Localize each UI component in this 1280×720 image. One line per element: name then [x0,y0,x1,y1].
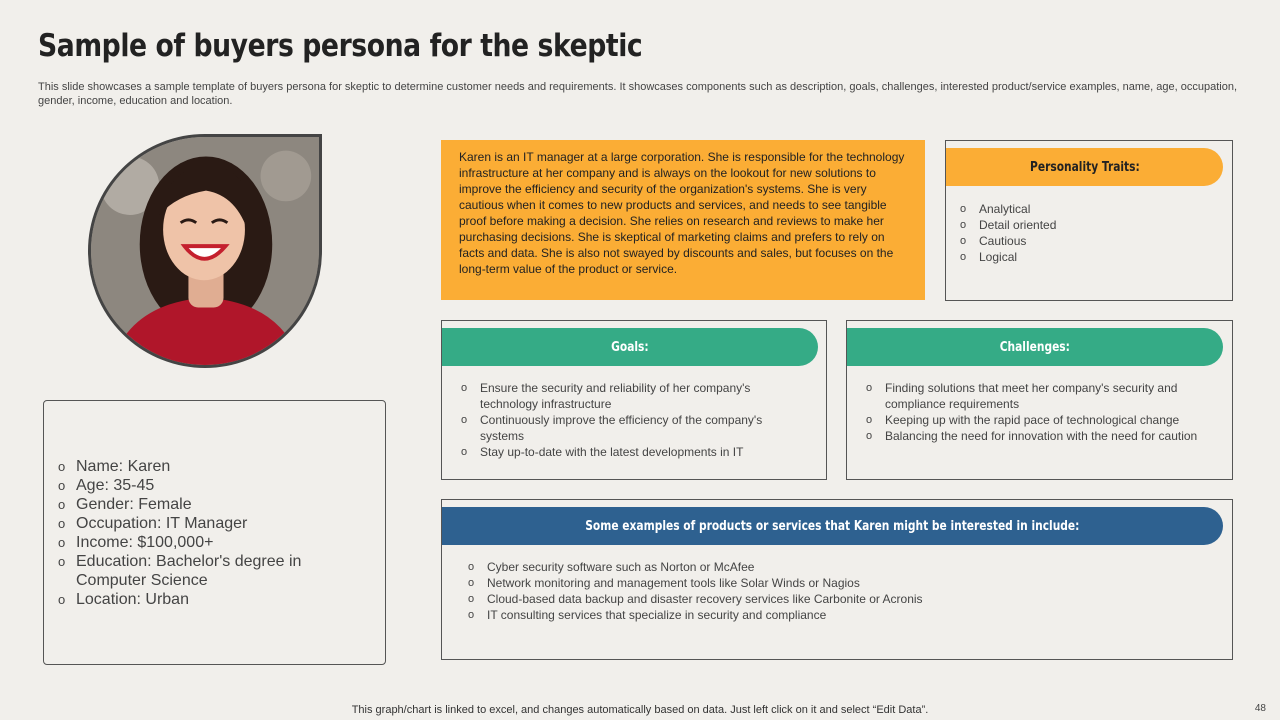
products-list [468,559,1208,623]
profile-education: o Education: Bachelor's degree in Computer Science [58,552,373,590]
profile-gender: o Gender: Female [58,495,373,514]
persona-portrait-image [91,137,319,365]
challenges-heading [847,328,1223,366]
trait-item: o Analytical [960,201,1220,217]
goals-list [461,380,791,460]
persona-description: Karen is an IT manager at a large corporation. She is responsible for the technology infrastructure at her company and is always on the lookout for new solutions to improve the efficiency and security of the organization's systems. She is very cautious when it comes to new products and services, and needs to see tangible proof before making a decision. She relies on research and reviews to make her purchasing decisions. She is skeptical of marketing claims and prefers to rely on facts and data. She is also not swayed by discounts and sales, but focuses on the long-term value of the product or service. [441,140,925,300]
profile-occupation: o Occupation: IT Manager [58,514,373,533]
products-heading-label: Some examples of products or services that Karen might be interested in include: [585,518,1080,534]
challenge-item: o Balancing the need for innovation with the need for caution [866,428,1216,444]
goals-heading-label: Goals: [611,339,649,355]
persona-profile-list [58,457,373,609]
personality-card [945,140,1233,301]
product-item: o IT consulting services that specialize in security and compliance [468,607,1208,623]
goal-item: o Stay up-to-date with the latest developments in IT [461,444,791,460]
profile-name: o Name: Karen [58,457,373,476]
product-item: o Network monitoring and management tools like Solar Winds or Nagios [468,575,1208,591]
challenges-card [846,320,1233,480]
slide-title: Sample of buyers persona for the skeptic [38,28,643,64]
goal-item: o Continuously improve the efficiency of the company's systems [461,412,791,444]
trait-item: o Logical [960,249,1220,265]
challenge-item: o Finding solutions that meet her company's security and compliance requirements [866,380,1216,412]
challenges-heading-label: Challenges: [999,339,1071,355]
goals-card [441,320,827,480]
persona-profile-box [43,400,386,665]
trait-item: o Cautious [960,233,1220,249]
product-item: o Cloud-based data backup and disaster recovery services like Carbonite or Acronis [468,591,1208,607]
footer-note: This graph/chart is linked to excel, and changes automatically based on data. Just left click on it and select “Edit Data”. [351,704,929,716]
profile-location: o Location: Urban [58,590,373,609]
goals-heading [442,328,818,366]
challenges-list [866,380,1216,444]
profile-age: o Age: 35-45 [58,476,373,495]
personality-heading-label: Personality Traits: [1029,159,1140,175]
persona-photo [88,134,322,368]
products-card [441,499,1233,660]
product-item: o Cyber security software such as Norton or McAfee [468,559,1208,575]
goal-item: o Ensure the security and reliability of her company's technology infrastructure [461,380,791,412]
page-number: 48 [1254,703,1266,714]
slide-subtitle: This slide showcases a sample template of buyers persona for skeptic to determine customer needs and requirements. It showcases components such as description, goals, challenges, interested product/service examples, name, age, occupation, gender, income, education and location. [38,81,1238,107]
products-heading [442,507,1223,545]
challenge-item: o Keeping up with the rapid pace of technological change [866,412,1216,428]
personality-list [960,201,1220,265]
personality-heading [946,148,1223,186]
trait-item: o Detail oriented [960,217,1220,233]
profile-income: o Income: $100,000+ [58,533,373,552]
